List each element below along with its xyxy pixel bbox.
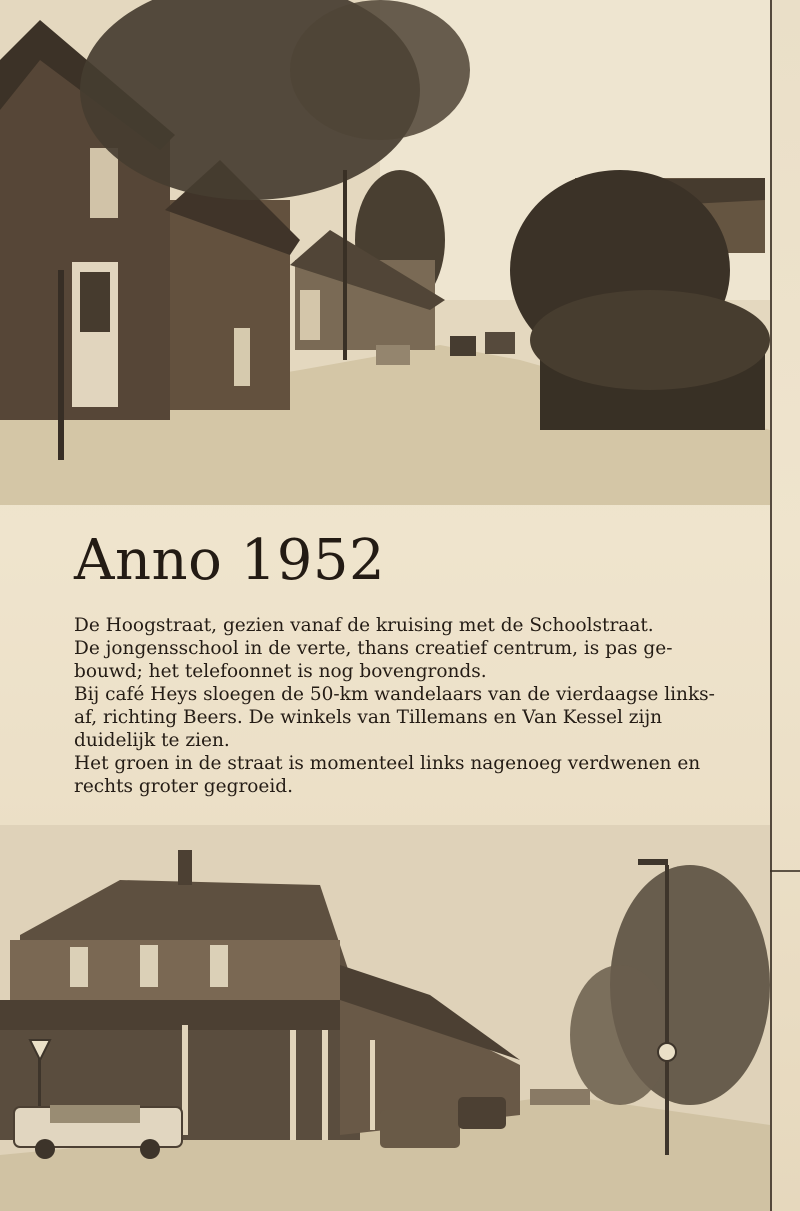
column-divider-tick	[770, 870, 800, 872]
caption-line: duidelijk te zien.	[74, 730, 230, 751]
caption-line: De jongensschool in de verte, thans creatief centrum, is pas ge-	[74, 638, 673, 659]
column-divider	[770, 0, 772, 1211]
caption-line: bouwd; het telefoonnet is nog bovengronds.	[74, 661, 487, 682]
caption-line: rechts groter gegroeid.	[74, 776, 294, 797]
caption-line: af, richting Beers. De winkels van Tillemans en Van Kessel zijn	[74, 707, 663, 728]
historical-street-photo-1952	[0, 0, 770, 505]
modern-street-photo	[0, 825, 770, 1211]
caption-line: Bij café Heys sloegen de 50-km wandelaars van de vierdaagse links-	[74, 684, 715, 705]
article-title: Anno 1952	[74, 528, 386, 593]
caption-line: Het groen in de straat is momenteel links nagenoeg verdwenen en	[74, 753, 701, 774]
article-caption	[74, 614, 756, 798]
caption-line: De Hoogstraat, gezien vanaf de kruising met de Schoolstraat.	[74, 615, 654, 636]
